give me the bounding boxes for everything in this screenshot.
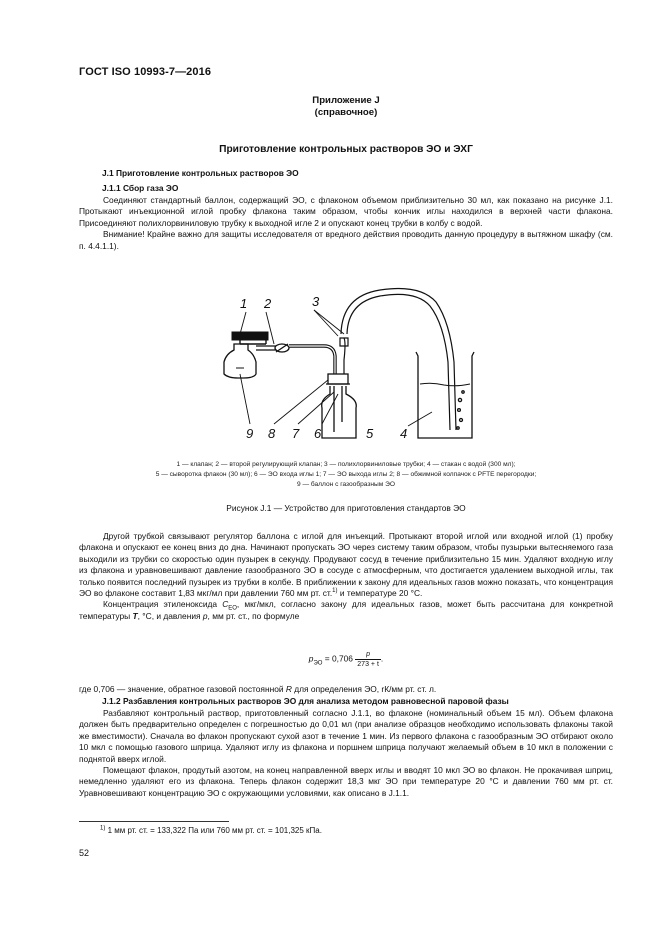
pvc-tube-outlet — [340, 289, 456, 431]
formula: $p_{ЭО} = 0,706$ $\frac{p}{273 + t}$ . — [308, 651, 384, 668]
footnote: $^{1)}$ 1 мм рт. ст. = 133,322 Па или 760 мм рт. ст. = 101,325 кПа. — [100, 825, 322, 835]
figure-legend-line: 5 — сыворотка флакон (30 мл); 6 — ЭО входа иглы 1; 7 — ЭО выхода иглы 2; 8 — обжимной колпачок с PFTE перегородки; — [155, 470, 537, 478]
figure-legend-line: 1 — клапан; 2 — второй регулирующий клапан; 3 — полихлорвиниловые трубки; 4 — стакан с водой (300 мл); — [176, 461, 516, 468]
figure-label: 1 — [240, 296, 248, 311]
formula-explanation: где 0,706 — значение, обратное газовой постоянной R для определения ЭО, rК/мм рт. ст. л. — [79, 684, 437, 694]
beaker — [416, 352, 474, 438]
figure-label: 9 — [246, 426, 254, 441]
annex-type: (справочное) — [314, 107, 378, 118]
paragraph: Другой трубкой связывают регулятор баллона с иглой для инъекций. Протыкают второй иглой или входной иглой (1) пробку флакона и опускают ее конец вниз до дна. Начинают пропускать ЭО через систему таким образом, чтобы пузырьки вытесняемого газа выходили из трубки со скоростью один пузырек в секунду. Продувают сосуд в течение приблизительно 15 мин. Удаляют входную иглу из флакона и уравновешивают давление газообразного ЭО в сосуде с атмосферным, что достигается удалением выходной иглы, так только появится последний пузырек из трубки в колбе. В приближении к закону для идеальных газов можно показать, что концентрация ЭО во флаконе составит 1,83 мкг/мл при давлении 760 мм рт. ст.$^{1)}$ и температуре 20 °С. — [79, 531, 613, 599]
footnote-separator — [79, 821, 229, 822]
apparatus-figure — [210, 282, 500, 442]
paragraph: Соединяют стандартный баллон, содержащий ЭО, с флаконом объемом приблизительно 30 мл, как показано на рисунке J.1. Протыкают инъекционной иглой пробку флакона таким образом, чтобы кончик иглы находился в верхней части флакона. Присоединяют полихлорвиниловую трубку к выходной игле 2 и опускают конец трубки в колбу с водой. — [79, 195, 613, 228]
valve-1 — [232, 332, 268, 344]
figure-label: 4 — [400, 426, 408, 441]
figure-legend — [79, 460, 613, 489]
annex-heading — [79, 95, 613, 119]
section-heading-j11: J.1.1 Сбор газа ЭО — [102, 183, 179, 193]
figure-label: 3 — [312, 294, 320, 309]
figure-label: 7 — [292, 426, 300, 441]
footnote-ref: 1) — [332, 588, 338, 595]
paragraph: Разбавляют контрольный раствор, приготовленный согласно J.1.1, во флаконе (номинальный объем 15 мл). Объем флакона должен быть предварительно определен с погрешностью до 0,01 мл (при анализе образцов необходимо использовать флаконы такой же вместимости). Сначала во флакон пропускают сухой азот в течение 1 мин. Из первого флакона с газообразным ЭО отбирают около 10 мкл с помощью газового шприца. Удаляют иглу из флакона и поршнем шприца получают желаемый объем в 10 мкл в положении с поднятой вверх иглой. — [79, 708, 613, 764]
section-heading-j1: J.1 Приготовление контрольных растворов ЭО — [102, 168, 299, 178]
figure-legend-line: 9 — баллон с газообразным ЭО — [296, 480, 396, 488]
paragraph: Помещают флакон, продутый азотом, на конец направленной вверх иглы и вводят 10 мкл ЭО во флакон. Не прокачивая шприц, немедленно удаляют его из флакона. Теперь флакон содержит 18,3 мкг ЭО при температуре 20 °С и давлении 760 мм рт. ст. Уравновешивают концентрацию ЭО с окружающими условиями, как описано в J.1.1. — [79, 765, 613, 798]
figure-label: 5 — [366, 426, 374, 441]
figure-label: 6 — [314, 426, 322, 441]
paragraph-block-4 — [79, 708, 613, 799]
paragraph-block-3 — [79, 684, 613, 695]
annex-title: Приготовление контрольных растворов ЭО и ЭХГ — [219, 144, 473, 155]
gas-cylinder — [224, 344, 256, 378]
formula-fraction: $\frac{p}{273 + t}$ — [357, 651, 379, 668]
annex-label: Приложение J — [312, 95, 380, 106]
paragraph-block-2 — [79, 531, 613, 622]
valve-2 — [256, 344, 289, 352]
paragraph: Концентрация этиленоксида $C_{EO}$, мкг/мкл, согласно закону для идеальных газов, может быть рассчитана для конкретной температуры T, °С, и давления p, мм рт. ст., по формуле — [79, 599, 614, 621]
serum-vial — [322, 374, 357, 438]
document-header: ГОСТ ISO 10993-7—2016 — [79, 66, 212, 78]
figure-label: 8 — [268, 426, 276, 441]
figure-title: Рисунок J.1 — Устройство для приготовления стандартов ЭО — [226, 503, 466, 513]
pvc-tube-inlet — [289, 346, 335, 374]
paragraph-block-1 — [79, 195, 613, 252]
figure-label: 2 — [264, 296, 272, 311]
paragraph-warning: Внимание! Крайне важно для защиты исследователя от вредного действия проводить данную процедуру в вытяжном шкафу (см. п. 4.4.1.1). — [79, 229, 613, 251]
page-number: 52 — [79, 848, 90, 858]
section-heading-j12: J.1.2 Разбавления контрольных растворов ЭО для анализа методом равновесной паровой фазы — [102, 696, 509, 706]
